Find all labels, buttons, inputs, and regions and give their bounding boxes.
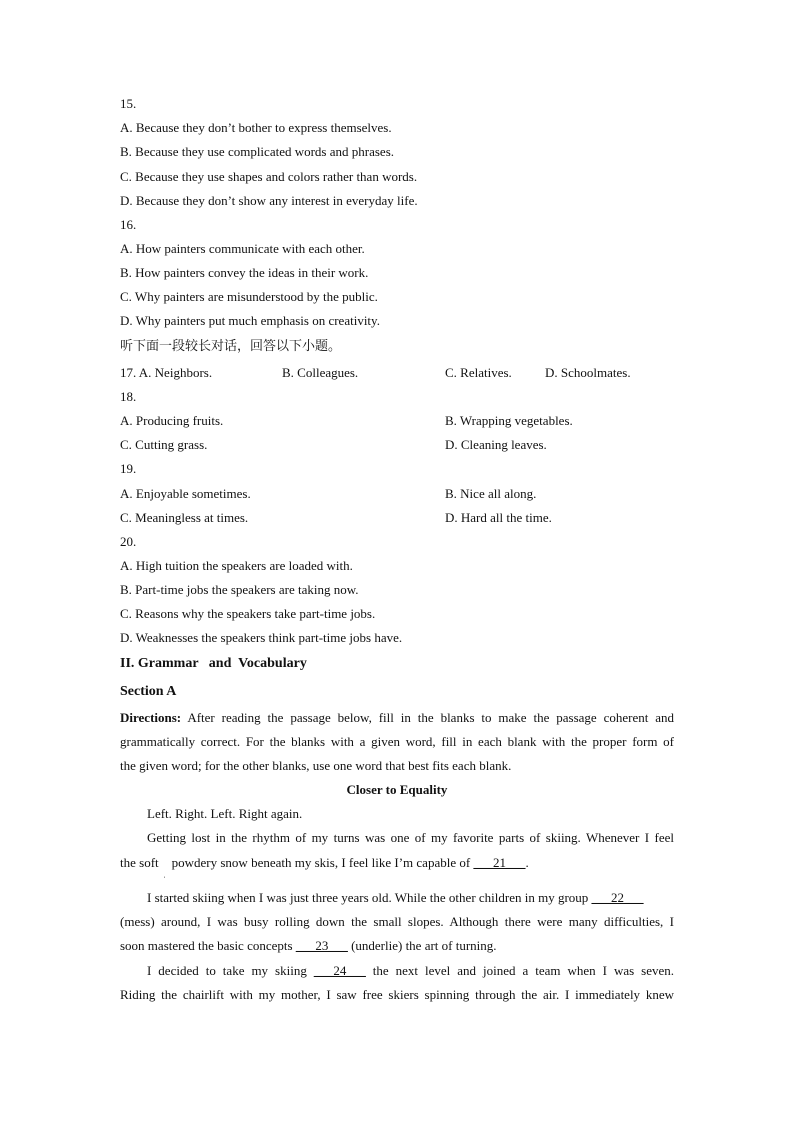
option-17a: 17. A. Neighbors. xyxy=(120,365,213,380)
question-number: 15. xyxy=(120,96,137,111)
passage-title: Closer to Equality xyxy=(346,782,448,797)
option-18c: C. Cutting grass. xyxy=(120,437,208,452)
question-number: 19. xyxy=(120,461,137,476)
option-18a: A. Producing fruits. xyxy=(120,413,224,428)
option-19c: C. Meaningless at times. xyxy=(120,510,249,525)
paragraph-3-line-2: (mess) around, I was busy rolling down the small slopes. Although there were many difficulties, I xyxy=(120,914,674,929)
blank-23[interactable]: ___23___ xyxy=(295,938,348,953)
blank-22[interactable]: ___22___ xyxy=(591,890,644,905)
option-20d: D. Weaknesses the speakers think part-time jobs have. xyxy=(120,630,403,645)
option-19d: D. Hard all the time. xyxy=(445,510,552,525)
option-20a: A. High tuition the speakers are loaded with. xyxy=(120,558,353,573)
option-15b: B. Because they use complicated words and phrases. xyxy=(120,144,395,159)
option-16c: C. Why painters are misunderstood by the public. xyxy=(120,289,378,304)
paragraph-3-text-c: (underlie) the art of turning. xyxy=(351,938,497,953)
option-19a: A. Enjoyable sometimes. xyxy=(120,486,251,501)
paragraph-2-text-b: powdery snow beneath my skis, I feel like I’m capable of xyxy=(171,855,471,870)
option-16a: A. How painters communicate with each other. xyxy=(120,241,365,256)
paragraph-3-line-1 xyxy=(147,890,674,906)
directions-text-1: After reading the passage below, fill in the blanks to make the passage coherent and xyxy=(187,710,674,725)
option-18b: B. Wrapping vegetables. xyxy=(445,413,573,428)
paragraph-4-line-1 xyxy=(147,963,674,979)
option-16b: B. How painters convey the ideas in their work. xyxy=(120,265,369,280)
directions-line-1 xyxy=(120,710,674,726)
option-15d: D. Because they don’t show any interest in everyday life. xyxy=(120,193,418,208)
option-17b: B. Colleagues. xyxy=(282,365,359,380)
paragraph-2-line-1: Getting lost in the rhythm of my turns was one of my favorite parts of skiing. Whenever I feel xyxy=(147,830,674,845)
paragraph-3-text-b: soon mastered the basic concepts xyxy=(120,938,293,953)
option-18d: D. Cleaning leaves. xyxy=(445,437,547,452)
option-15a: A. Because they don’t bother to express themselves. xyxy=(120,120,392,135)
paragraph-2-line-2 xyxy=(120,855,529,871)
option-15c: C. Because they use shapes and colors rather than words. xyxy=(120,169,418,184)
directions-line-2: grammatically correct. For the blanks with a given word, fill in each blank with the proper form of xyxy=(120,734,674,749)
blank-21[interactable]: ___21___ xyxy=(473,855,526,870)
option-19b: B. Nice all along. xyxy=(445,486,537,501)
option-20b: B. Part-time jobs the speakers are taking now. xyxy=(120,582,359,597)
section-subheading: Section A xyxy=(120,684,177,699)
option-20c: C. Reasons why the speakers take part-time jobs. xyxy=(120,606,376,621)
question-number: 16. xyxy=(120,217,137,232)
directions-line-3: the given word; for the other blanks, use one word that best fits each blank. xyxy=(120,758,512,773)
option-17d: D. Schoolmates. xyxy=(545,365,631,380)
question-number: 20. xyxy=(120,534,137,549)
directions-label: Directions: xyxy=(120,710,182,725)
paragraph-2-text-a: the soft xyxy=(120,855,159,870)
paragraph-4-text-a: I decided to take my skiing xyxy=(147,963,307,978)
option-16d: D. Why painters put much emphasis on creativity. xyxy=(120,313,380,328)
question-number: 18. xyxy=(120,389,137,404)
long-dialogue-instruction: 听下面一段较长对话，回答以下小题。 xyxy=(120,339,342,354)
option-17c: C. Relatives. xyxy=(445,365,512,380)
paragraph-3-line-3 xyxy=(120,938,497,954)
paragraph-3-text-a: I started skiing when I was just three years old. While the other children in my group xyxy=(147,890,589,905)
paragraph-2-end: . xyxy=(525,855,529,870)
paragraph-4-text-b: the next level and joined a team when I was seven. xyxy=(372,963,674,978)
section-heading: II. Grammar and Vocabulary xyxy=(120,656,307,671)
paragraph-4-line-2: Riding the chairlift with my mother, I saw free skiers spinning through the air. I immediately knew xyxy=(120,987,674,1002)
comma-mark: ˌ xyxy=(163,868,166,878)
paragraph-1: Left. Right. Left. Right again. xyxy=(147,806,303,821)
blank-24[interactable]: ___24___ xyxy=(313,963,366,978)
